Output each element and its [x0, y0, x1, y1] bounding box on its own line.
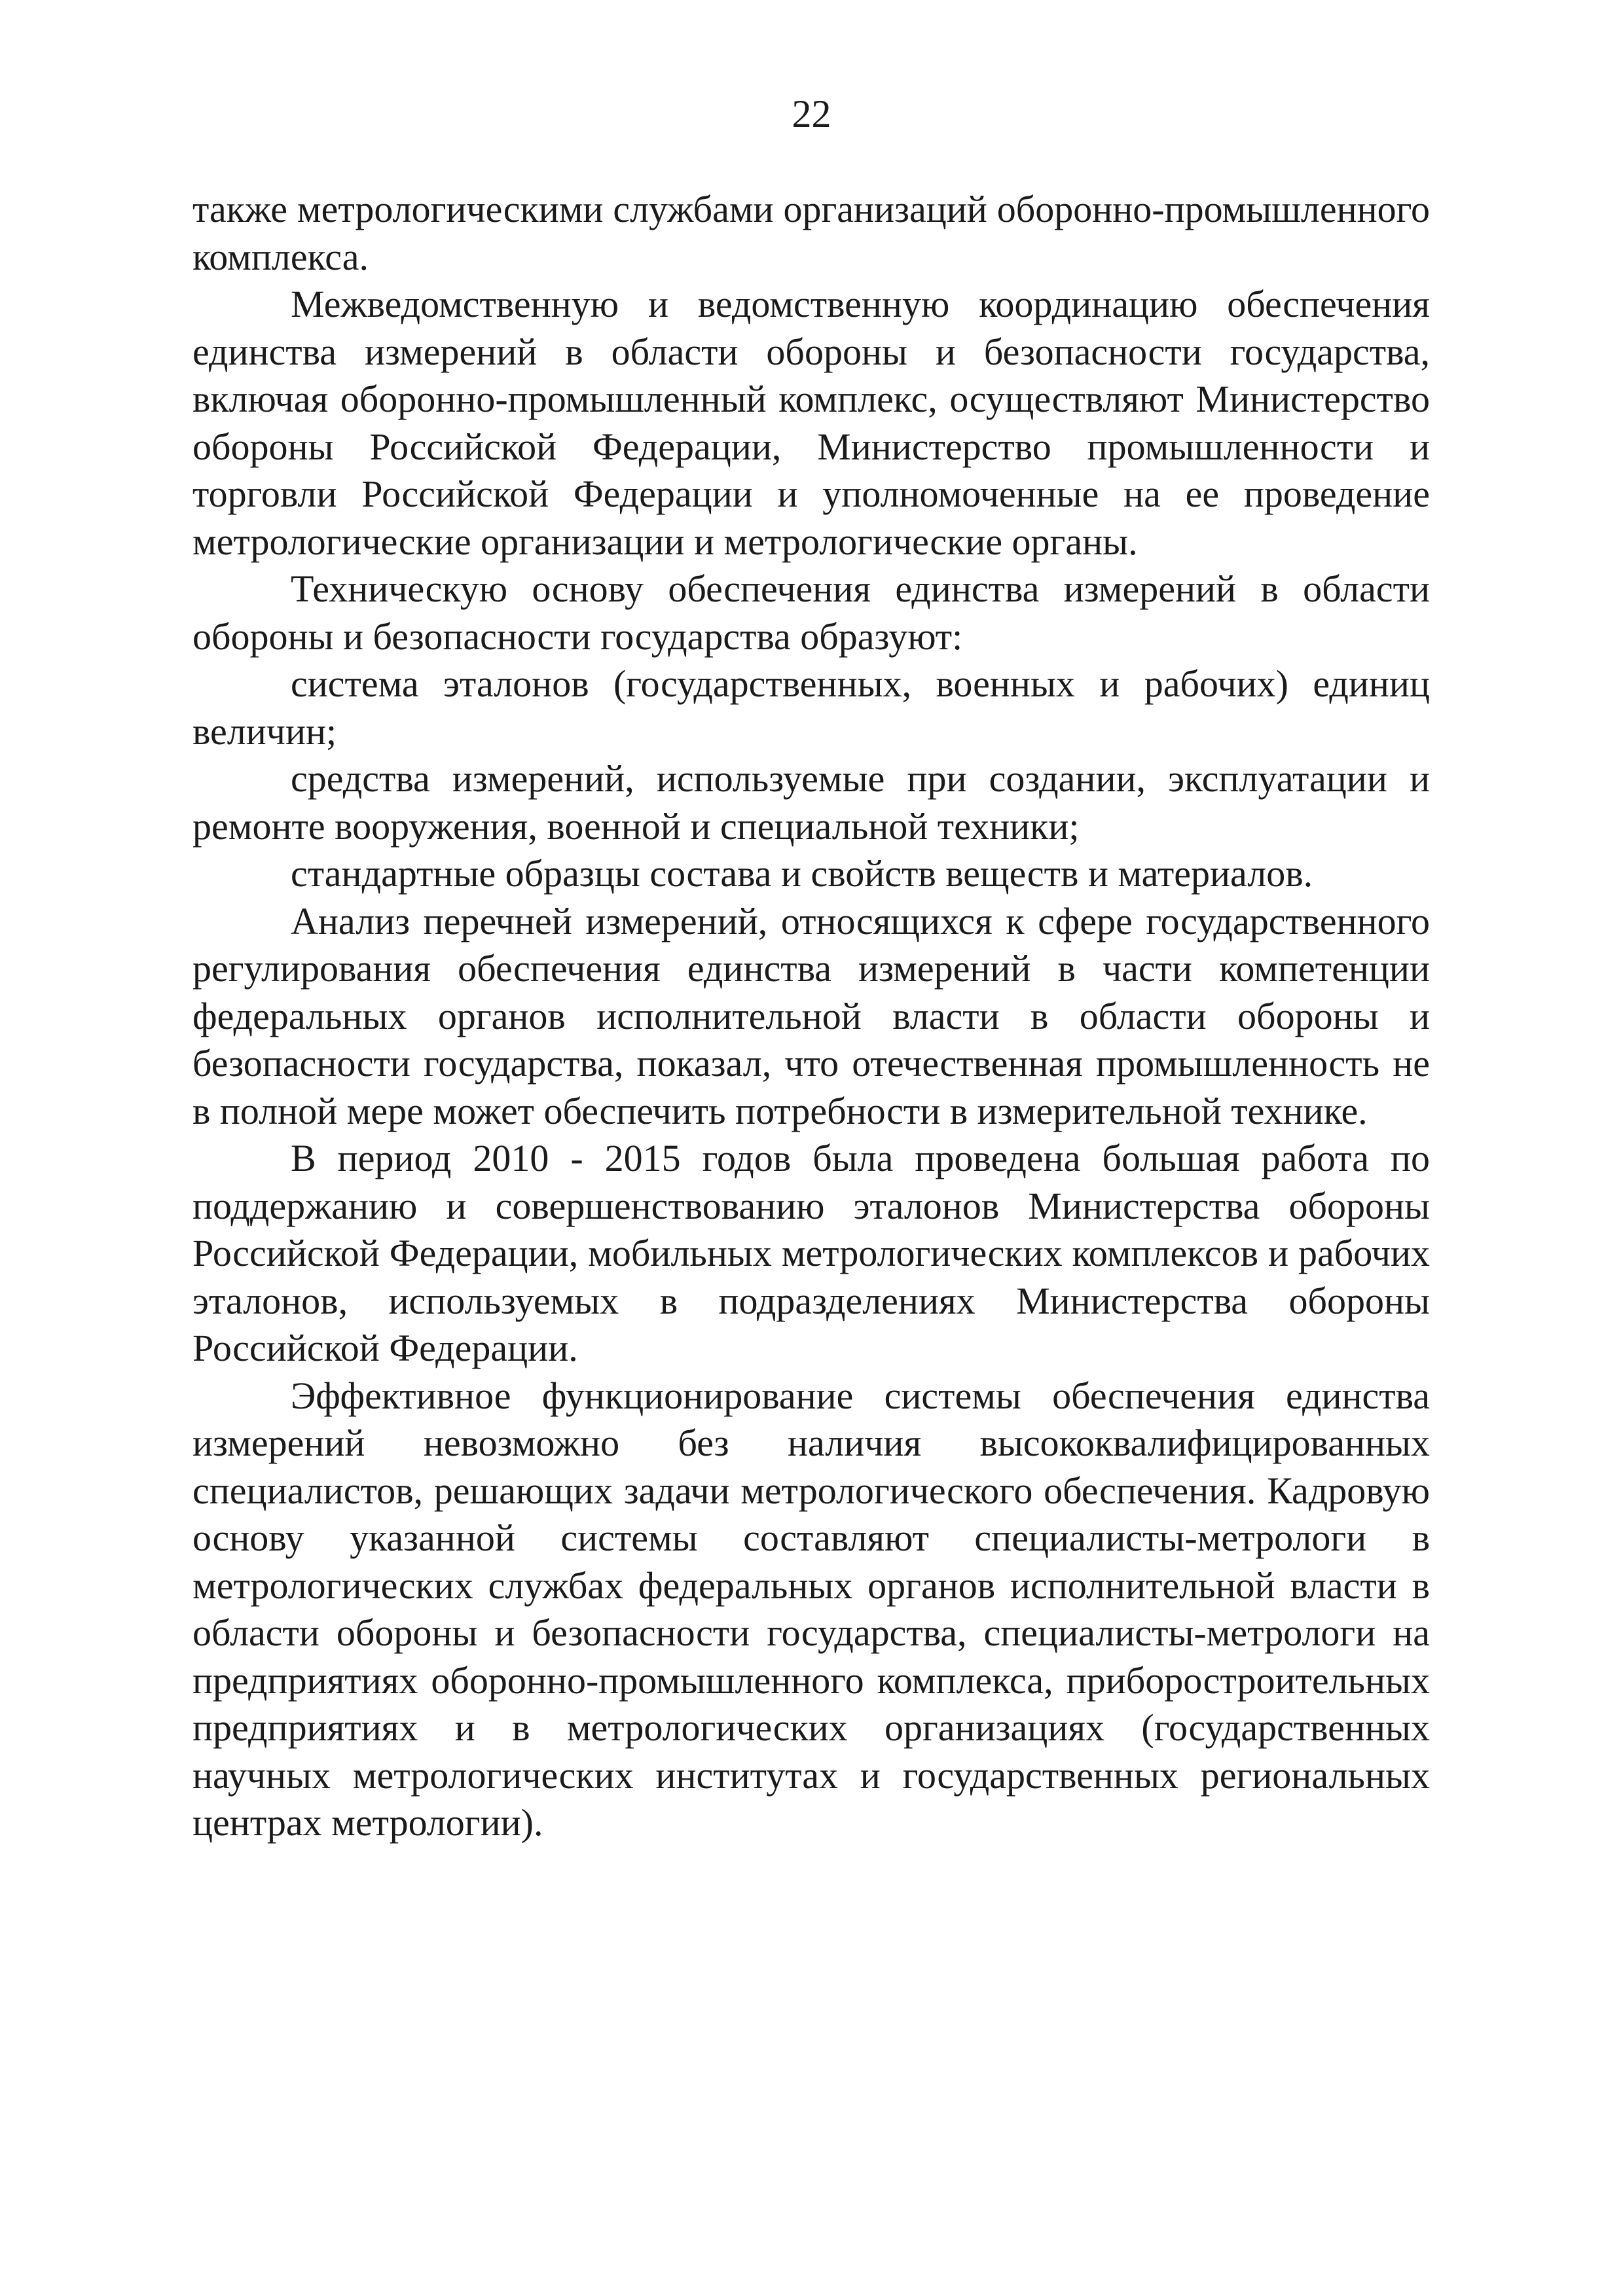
paragraph-continuation: также метрологическими службами организаций оборонно-промышленного комплекса.	[192, 188, 1430, 278]
paragraph-period-2010-2015: В период 2010 - 2015 годов была проведена большая работа по поддержанию и совершенствованию эталонов Министерства обороны Российской Федерации, мобильных метрологических комплексов и рабочих эталонов, используемых в подразделениях Министерства обороны Российской Федерации.	[192, 1137, 1430, 1369]
list-item-reference-materials: стандартные образцы состава и свойств веществ и материалов.	[291, 852, 1313, 895]
list-item-measuring-instruments: средства измерений, используемые при создании, эксплуатации и ремонте вооружения, военной и специальной техники;	[192, 757, 1430, 848]
paragraph-analysis: Анализ перечней измерений, относящихся к сфере государственного регулирования обеспечения единства измерений в части компетенции федеральных органов исполнительной власти в области обороны и безопасности государства, показал, что отечественная промышленность не в полной мере может обеспечить потребности в измерительной технике.	[192, 899, 1430, 1132]
page-number: 22	[792, 92, 831, 135]
paragraph-personnel: Эффективное функционирование системы обеспечения единства измерений невозможно без наличия высококвалифицированных специалистов, решающих задачи метрологического обеспечения. Кадровую основу указанной системы составляют специалисты-метрологи в метрологических службах федеральных органов исполнительной власти в области обороны и безопасности государства, специалисты-метрологи на предприятиях оборонно-промышленного комплекса, приборостроительных предприятиях и в метрологических организациях (государственных научных метрологических институтах и государственных региональных центрах метрологии).	[192, 1374, 1430, 1844]
document-body	[192, 186, 1430, 1847]
list-item-standards-system: система эталонов (государственных, военных и рабочих) единиц величин;	[192, 662, 1430, 753]
paragraph-technical-basis: Техническую основу обеспечения единства измерений в области обороны и безопасности государства образуют:	[192, 567, 1430, 658]
paragraph-coordination: Межведомственную и ведомственную координацию обеспечения единства измерений в области обороны и безопасности государства, включая оборонно-промышленный комплекс, осуществляют Министерство обороны Российской Федерации, Министерство промышленности и торговли Российской Федерации и уполномоченные на ее проведение метрологические организации и метрологические органы.	[192, 283, 1430, 563]
